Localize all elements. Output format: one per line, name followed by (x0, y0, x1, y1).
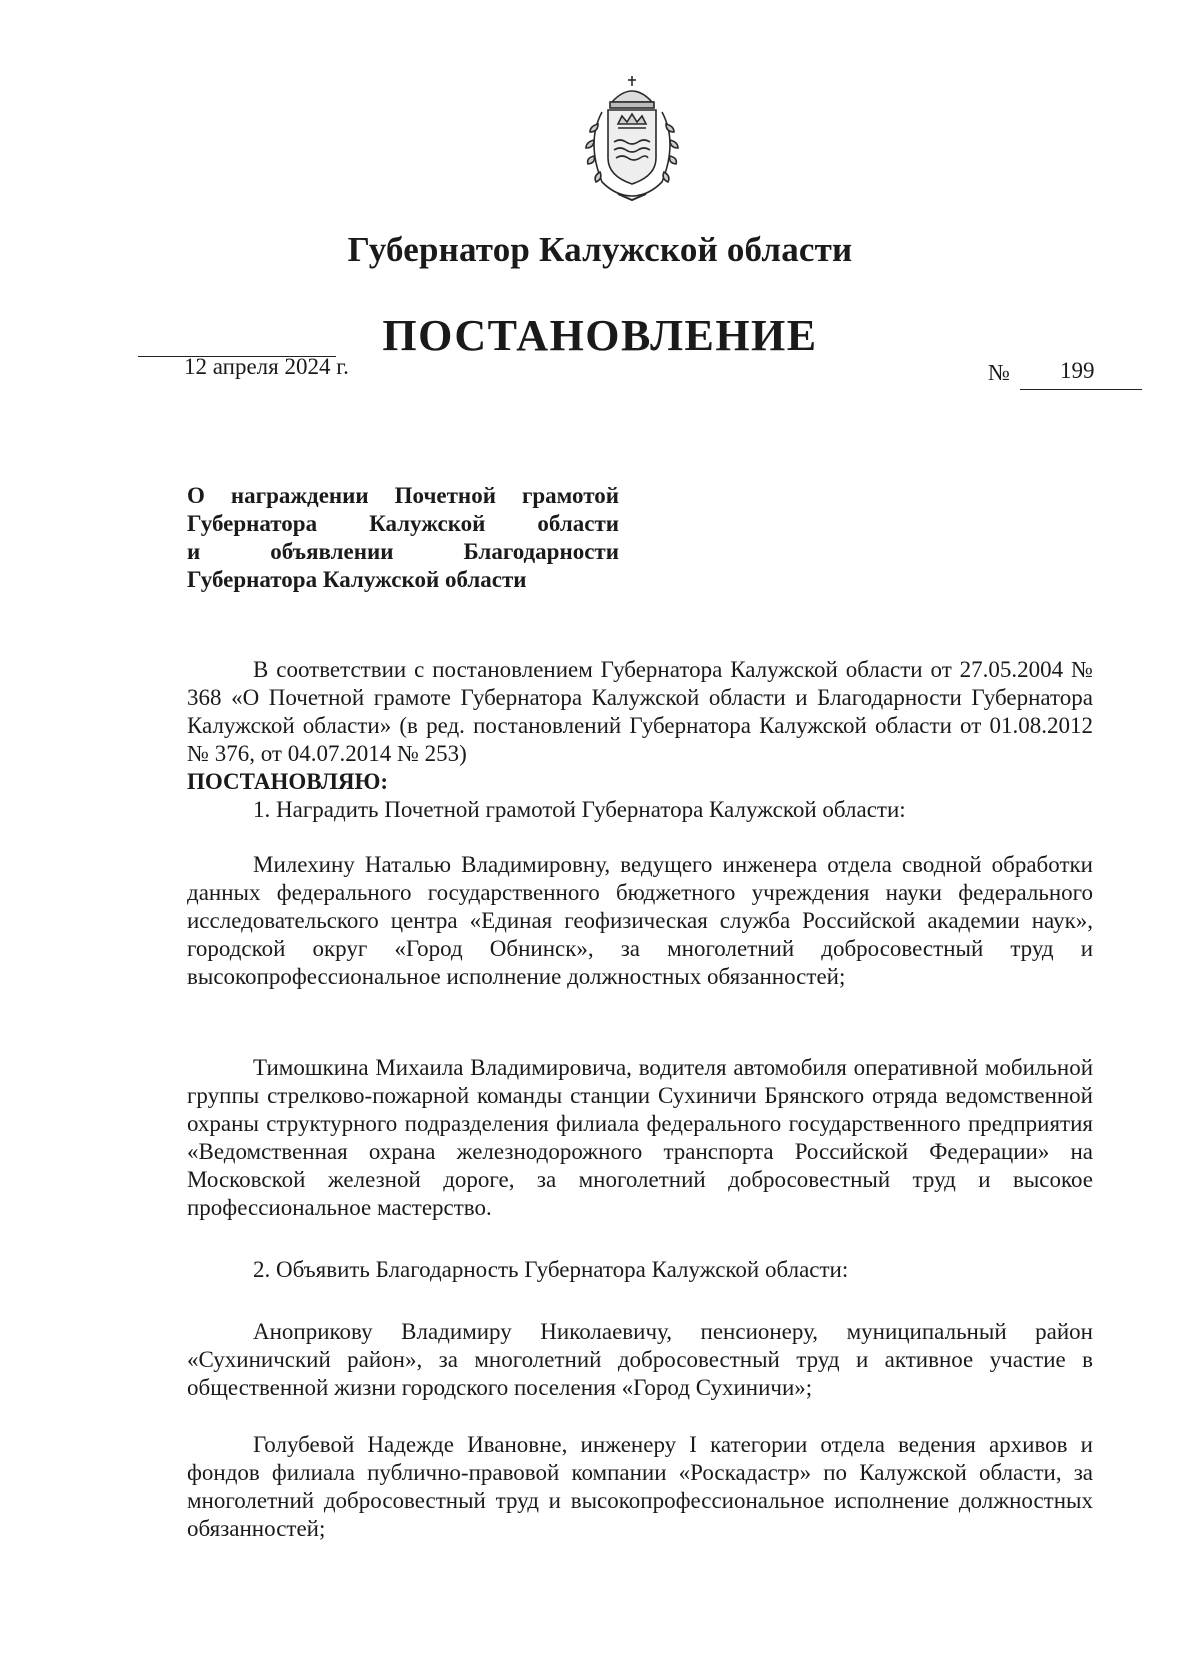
award-entry (187, 1054, 1093, 1222)
award-entry (187, 851, 1093, 991)
gratitude-paragraph: Голубевой Надежде Ивановне, инженеру I категории отдела ведения архивов и фондов филиала публично-правовой компании «Роскадастр» по Калужской области, за многолетний добросовестный труд и высокопрофессиональное исполнение должностных обязанностей; (187, 1432, 1093, 1541)
gratitude-paragraph: Аноприкову Владимиру Николаевичу, пенсионеру, муниципальный район «Сухиничский район», за многолетний добросовестный труд и активное участие в общественной жизни городского поселения «Город Сухиничи»; (187, 1319, 1093, 1400)
gratitude-entry (187, 1431, 1093, 1543)
subject-line: и объявлении Благодарности (187, 539, 619, 564)
subject-line: Губернатора Калужской области (187, 567, 527, 592)
item-2-section (187, 1256, 1093, 1284)
subject-line: Губернатора Калужской области (187, 511, 619, 536)
document-number: 199 (1060, 358, 1095, 383)
gratitude-entry (187, 1318, 1093, 1402)
item-1-heading: 1. Наградить Почетной грамотой Губернатора Калужской области: (253, 797, 906, 822)
issuing-authority: Губернатор Калужской области (347, 230, 853, 269)
number-underline (1020, 389, 1142, 390)
document-subject (187, 482, 619, 594)
coat-of-arms-icon (572, 72, 692, 204)
document-type-title: ПОСТАНОВЛЕНИЕ (382, 311, 818, 360)
number-label: № (988, 360, 1010, 385)
award-paragraph: Тимошкина Михаила Владимировича, водителя автомобиля оперативной мобильной группы стрелково-пожарной команды станции Сухиничи Брянского отряда ведомственной охраны структурного подразделения филиала федерального государственного предприятия «Ведомственная охрана железнодорожного транспорта Российской Федерации» на Московской железной дороге, за многолетний добросовестный труд и высокое профессиональное мастерство. (187, 1055, 1093, 1220)
item-2-heading: 2. Объявить Благодарность Губернатора Калужской области: (253, 1257, 849, 1282)
document-date: 12 апреля 2024 г. (184, 354, 349, 379)
date-underline (138, 356, 336, 357)
subject-line: О награждении Почетной грамотой (187, 483, 619, 508)
decree-word: ПОСТАНОВЛЯЮ: (187, 769, 389, 794)
award-paragraph: Милехину Наталью Владимировну, ведущего инженера отдела сводной обработки данных федерального государственного бюджетного учреждения науки федерального исследовательского центра «Единая геофизическая служба Российской академии наук», городской округ «Город Обнинск», за многолетний добросовестный труд и высокопрофессиональное исполнение должностных обязанностей; (187, 852, 1093, 989)
preamble-paragraph: В соответствии с постановлением Губернатора Калужской области от 27.05.2004 № 368 «О Почетной грамоте Губернатора Калужской области и Благодарности Губернатора Калужской области» (в ред. постановлений Губернатора Калужской области от 01.08.2012 № 376, от 04.07.2014 № 253) (187, 657, 1093, 766)
preamble-section (187, 656, 1093, 824)
